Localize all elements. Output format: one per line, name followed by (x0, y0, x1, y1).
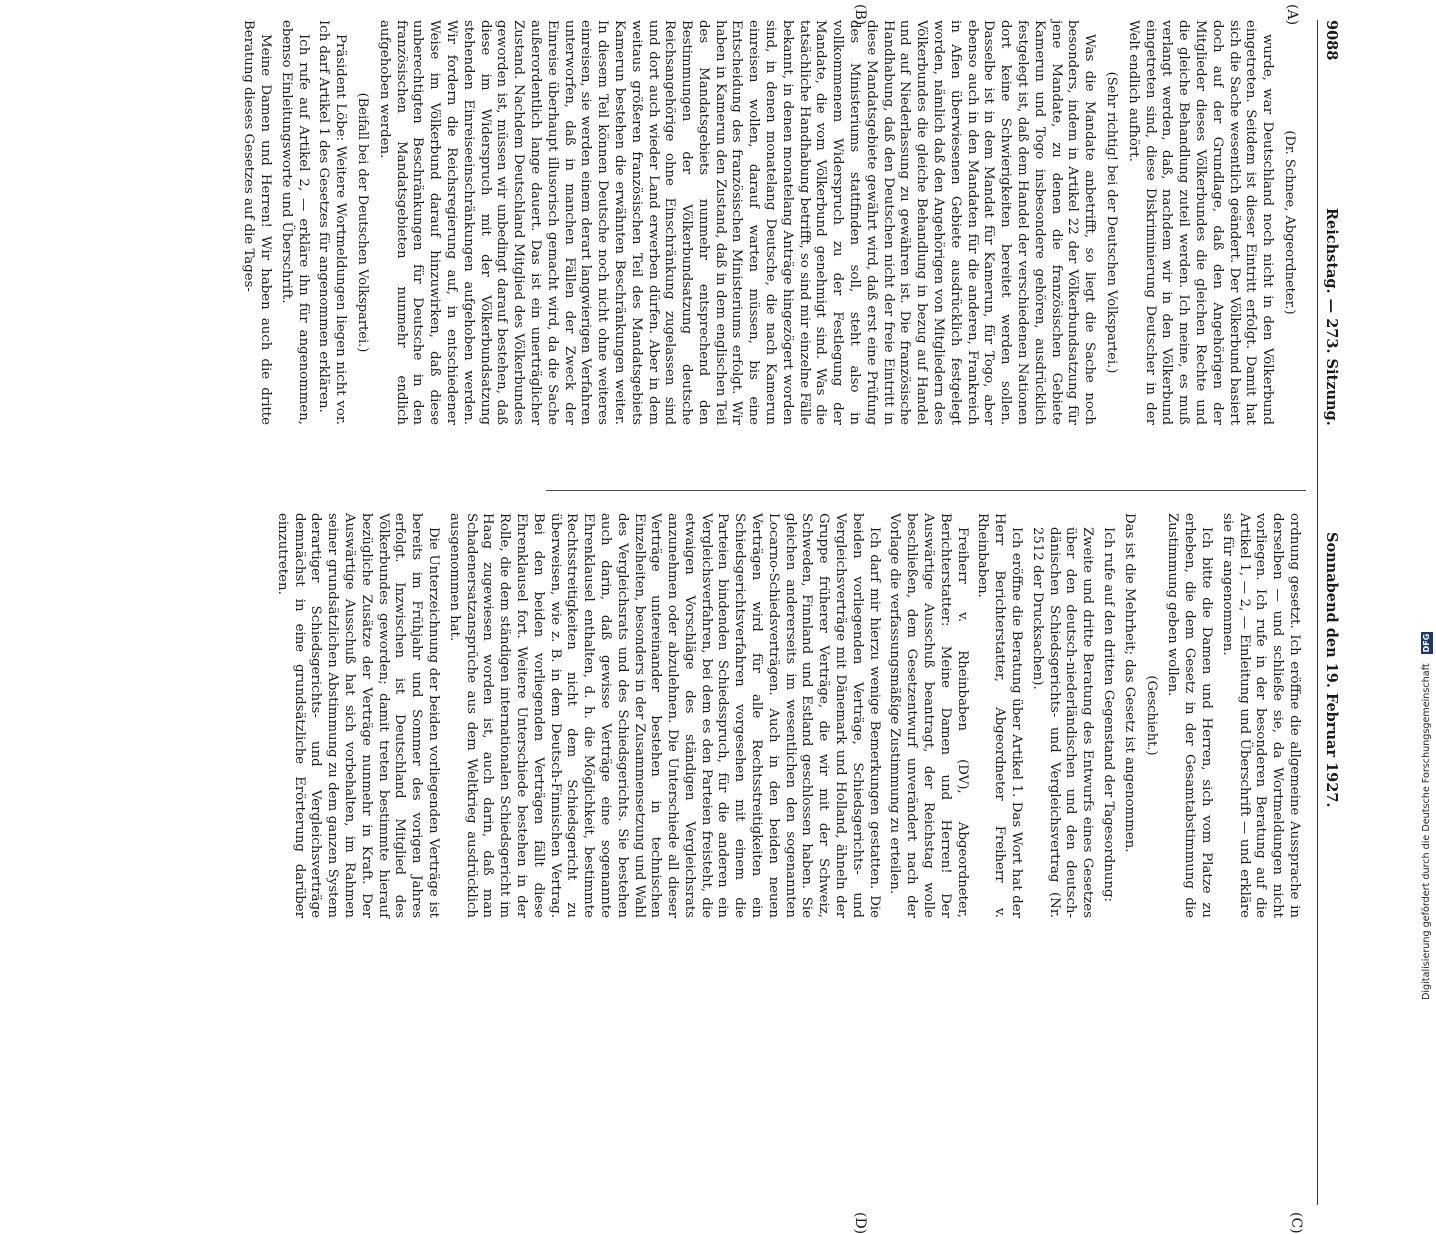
stage-direction: (Beifall bei der Deutschen Volkspartei.) (354, 92, 370, 353)
dfg-logo: DFG (1422, 633, 1431, 653)
text-paragraph: Ich darf mir hierzu wenige Bemerkungen gestatten. Die beiden vorliegenden Verträge, Schiedsgerichts- und Vergleichsverträge mit Dänemark und Holland, ähneln der Gruppe früherer Verträge, die wir mit der Schweiz, Schweden, Finnland und Estland geschlossen haben. Sie gleichen andererseits im wesentlichen den sogenannten Locarno-Schiedsverträgen. Auch in den beiden neuen Verträgen wird für alle Rechtsstreitigkeiten ein Schiedsgerichtsverfahren vorgesehen mit einem die Parteien bindenden Schiedsspruch, für die anderen ein Vergleichsverfahren, bei dem es den Parteien freisteht, die etwaigen Vorschläge des ständigen Vergleichsrats anzunehmen oder abzulehnen. Die Unterschiede all dieser Verträge untereinander bestehen in technischen Einzelheiten, besonders in der Zusammensetzung und Wahl des Vergleichsrats und des Schiedsgerichts. Sie bestehen auch darin, daß gewisse Verträge eine sogenannte Ehrenklausel enthalten, d. h. die Möglichkeit, bestimmte Rechtsstreitigkeiten nicht dem Schiedsgericht zu überweisen, wie z. B. in dem Deutsch-Finnischen Vertrag. Bei den beiden vorliegenden Verträgen fällt diese Ehrenklausel fort. Weitere Unterschiede bestehen in der Rolle, die dem ständigen internationalen Schiedsgericht im Haag zugewiesen worden ist, auch darin, daß man Schadenersatzansprüche aus dem Weltkrieg ausdrücklich ausgenommen hat. (446, 513, 882, 918)
page-number: 9088 (1323, 20, 1340, 61)
stage-direction: (Sehr richtig! bei der Deutschen Volkspartei.) (1104, 71, 1120, 374)
text-paragraph: Ich rufe auf den dritten Gegenstand der Tagesordnung: (1101, 527, 1117, 903)
margin-mark-d: (D) (852, 1212, 868, 1234)
text-paragraph: Zweite und dritte Beratung des Entwurfs eines Gesetzes über den deutsch-niederländischen und den deutsch-dänischen Schiedsgerichts- und Vergleichsvertrag (Nr. 2512 der Drucksachen). (1029, 527, 1096, 918)
running-head: Reichstag. — 273. Sitzung. (1323, 208, 1340, 426)
digitization-note (1416, 2, 1434, 998)
text-paragraph: Freiherr v. Rheinbaben (DV), Abgeordneter, Berichterstatter: Meine Damen und Herren! Der Auswärtige Ausschuß beantragt, der Reichstag wolle beschließen, dem Gesetzentwurf unverändert nach der Vorlage die verfassungsmäßige Zustimmung zu erteilen. (887, 513, 970, 918)
speaker-continuation: (Dr. Schnee, Abgeordneter.) (1282, 130, 1297, 315)
text-paragraph: Was die Mandate anbetrifft, so liegt die Sache noch besonders, indem in Artikel 22 der Völkerbundsatzung für jene Mandate, zu denen die französischen Gebiete Kamerun und Togo insbesondere gehören, ausdrücklich festgelegt ist, daß dem Handel der verschiedenen Nationen dort keine Schwierigkeiten bereitet werden sollen. Dasselbe ist in dem Mandat für Kamerun, für Togo, aber ebenso auch in den Mandaten für die anderen, Frankreich in Afien überwiesenen Gebiete ausdrücklich festgelegt worden, nämlich daß den Angehörigen von Mitgliedern des Völkerbundes die gleiche Behandlung in bezug auf Handel und auf Niederlassung zu gewähren ist. Die französische Handhabung, daß den Deutschen nicht der freie Eintritt in diese Mandatsgebiete gewährt wird, daß erst eine Prüfung des Ministeriums stattfinden soll, steht also in vollkommenem Widerspruch zu der Festlegung der Mandate, die vom Völkerbund genehmigt sind. Was die tatsächliche Handhabung betrifft, so sind mir einzelne Fälle bekannt, in denen monatelang Anträge hingezögert worden sind, in denen monatelang Deutsche, die nach Kamerun einreisen wollen, darauf warten müssen, bis eine Entscheidung des französischen Ministeriums erfolgt. Wir haben in Kamerun den Zustand, daß in dem englischen Teil des Mandatsgebiets nunmehr entsprechend den Bestimmungen der Völkerbundsatzung deutsche Reichsangehörige ohne Einschränkung zugelassen sind und dort auch wieder Land erwerben dürfen. Aber in dem weitaus größeren französischen Teil des Mandatsgebiets Kamerun bestehen die erwähnten Beschränkungen weiter. In diesem Teil können Deutsche noch nicht ohne weiteres einreisen, sie werden einem derart langwierigen Verfahren unterworfen, daß in manchen Fällen der Zweck der Einreise überhaupt illusorisch gemacht wird, da die Sache außerordentlich lange dauert. Das ist ein unerträglicher Zustand. Nachdem Deutschland Mitglied des Völkerbundes geworden ist, müssen wir unbedingt darauf bestehen, daß diese im Widerspruch mit der Völkerbundsatzung stehenden Einreiseeinschränkungen aufgehoben werden. Wir fordern die Reichsregierung auf, in entschiedener Weise im Völkerbund darauf hinzuwirken, daß diese unberechtigten Beschränkungen für Deutsche in den französischen Mandatsgebieten nunmehr endlich aufgehoben werden. (376, 20, 1098, 426)
column-divider (546, 490, 1306, 491)
stage-direction: (Geschieht.) (1143, 675, 1159, 756)
session-date: Sonnabend den 19. Februar 1927. (1323, 532, 1340, 808)
text-paragraph: Meine Damen und Herren! Wir haben auch die dritte Beratung dieses Gesetzes auf die Tages- (241, 20, 273, 425)
margin-mark-a: (A) (1284, 4, 1300, 26)
text-paragraph: ordnung gesetzt. Ich eröffne die allgemeine Aussprache in derselben — und schließe sie, da Wortmeldungen nicht vorliegen. Ich rufe in der besonderen Beratung auf die Artikel 1, — 2, — Einleitung und Überschrift — und erkläre sie für angenommen. (1219, 513, 1302, 918)
text-paragraph: Ich rufe auf Artikel 2, — erkläre ihn für angenommen, ebenso Einleitungsworte und Überschrift. (278, 20, 311, 425)
margin-mark-b: (B) (852, 4, 868, 26)
text-paragraph: Präsident Löbe: Weitere Wortmeldungen liegen nicht vor. Ich darf Artikel 1 des Gesetzes für angenommen erklären. (316, 20, 349, 425)
header-rule (1317, 20, 1318, 1205)
text-paragraph: wurde, war Deutschland noch nicht in den Völkerbund eingetreten. Seitdem ist dieser Eintritt erfolgt. Damit hat sich die Sache wesentlich geändert. Der Völkerbund basiert doch auf der Grundlage, daß den Angehörigen der Mitglieder dieses Völkerbundes die gleichen Rechte und die gleiche Behandlung zuteil werden. Ich meine, es muß verlangt werden, daß, nachdem wir in den Völkerbund eingetreten sind, diese Diskriminierung Deutscher in der Welt endlich aufhört. (1125, 20, 1276, 425)
digitization-text: Digitalisierung gefördert durch die Deutsche Forschungsgemeinschaft (1421, 663, 1432, 1000)
text-paragraph: Das ist die Mehrheit; das Gesetz ist angenommen. (1121, 513, 1137, 853)
text-paragraph: Ich eröffne die Beratung über Artikel 1. Das Wort hat der Herr Berichterstatter, Abgeordneter Freiherr v. Rheinbaben. (975, 513, 1025, 918)
text-paragraph: Ich bitte die Damen und Herren, sich vom Platze zu erheben, die dem Gesetz in der Gesamtabstimmung die Zustimmung geben wollen. (1165, 513, 1215, 918)
text-paragraph: Die Unterzeichnung der beiden vorliegenden Verträge ist bereits im Frühjahr und Sommer des vorigen Jahres erfolgt. Inzwischen ist Deutschland Mitglied des Völkerbundes geworden; damit treten bestimmte hierauf bezügliche Zusätze der Verträge nunmehr in Kraft. Der Auswärtige Ausschuß hat sich vorbehalten, im Rahmen seiner grundsätzlichen Abstimmung zu dem ganzen System derartiger Schiedsgerichts- und Vergleichsverträge demnächst in eine grundsätzliche Erörterung darüber einzutreten. (274, 513, 441, 918)
margin-mark-c: (C) (1288, 1212, 1304, 1234)
left-column (241, 20, 1302, 426)
right-column (274, 513, 1302, 918)
